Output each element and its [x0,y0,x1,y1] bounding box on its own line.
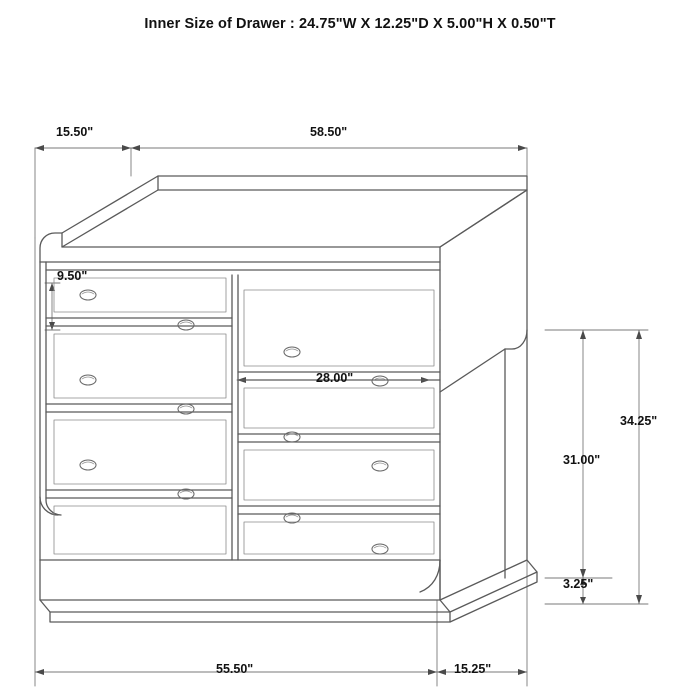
dimension-depth-top: 15.50" [56,125,94,139]
dimension-drawer-width: 28.00" [316,371,354,385]
dimension-front-width: 55.50" [216,662,254,676]
dimension-drawer-height: 9.50" [57,269,88,283]
dimension-base-height: 3.25" [563,577,594,591]
dimension-width-top: 58.50" [310,125,348,139]
dimension-overall-height: 34.25" [620,414,658,428]
dimension-cabinet-height: 31.00" [563,453,601,467]
dimension-side-depth: 15.25" [454,662,492,676]
page-title: Inner Size of Drawer : 24.75"W X 12.25"D X 5.00"H X 0.50"T [144,16,556,32]
